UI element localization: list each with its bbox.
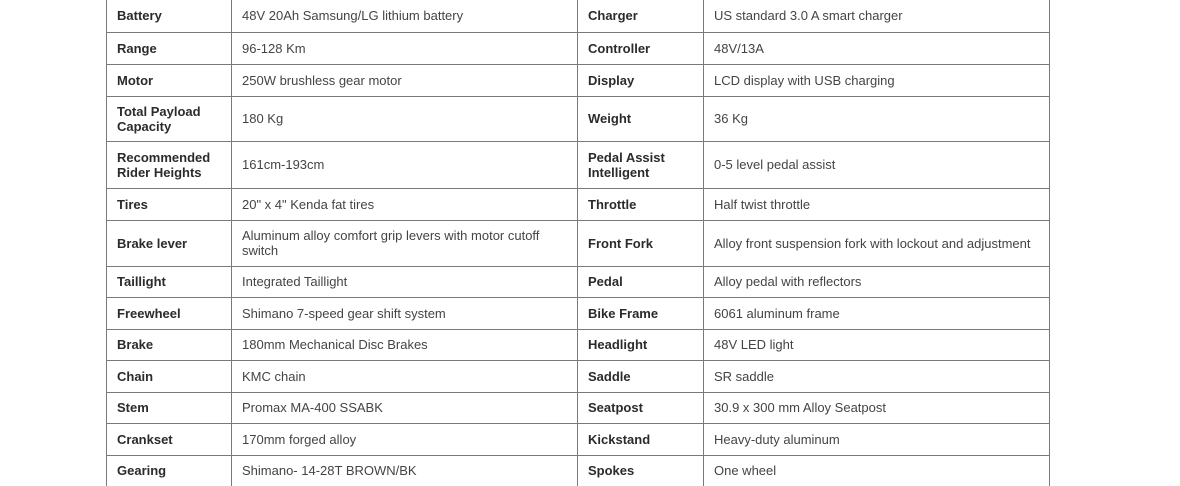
spec-table-body <box>107 0 1050 486</box>
spec-label: Kickstand <box>578 423 704 455</box>
spec-value: SR saddle <box>704 360 1050 392</box>
spec-label: Motor <box>107 64 232 96</box>
spec-value: KMC chain <box>232 360 578 392</box>
spec-label: Weight <box>578 96 704 141</box>
spec-value: Shimano 7-speed gear shift system <box>232 297 578 329</box>
spec-value: Aluminum alloy comfort grip levers with motor cutoff switch <box>232 220 578 266</box>
spec-label: Brake <box>107 329 232 360</box>
spec-value: One wheel <box>704 455 1050 486</box>
spec-value: 180mm Mechanical Disc Brakes <box>232 329 578 360</box>
spec-label: Crankset <box>107 423 232 455</box>
spec-label: Bike Frame <box>578 297 704 329</box>
spec-value: 180 Kg <box>232 96 578 141</box>
spec-label: Chain <box>107 360 232 392</box>
spec-table <box>106 0 1050 486</box>
table-row <box>107 360 1050 392</box>
spec-label: Controller <box>578 32 704 64</box>
spec-value: Shimano- 14-28T BROWN/BK <box>232 455 578 486</box>
spec-value: Alloy pedal with reflectors <box>704 266 1050 297</box>
spec-label: Pedal <box>578 266 704 297</box>
spec-label: Freewheel <box>107 297 232 329</box>
spec-label: Headlight <box>578 329 704 360</box>
spec-label: Charger <box>578 0 704 32</box>
spec-label: Throttle <box>578 188 704 220</box>
spec-value: US standard 3.0 A smart charger <box>704 0 1050 32</box>
table-row <box>107 141 1050 188</box>
spec-label: Seatpost <box>578 392 704 423</box>
spec-label: Taillight <box>107 266 232 297</box>
table-row <box>107 297 1050 329</box>
table-row <box>107 455 1050 486</box>
spec-label: Pedal Assist Intelligent <box>578 141 704 188</box>
spec-value: Alloy front suspension fork with lockout and adjustment <box>704 220 1050 266</box>
table-row <box>107 329 1050 360</box>
table-row <box>107 64 1050 96</box>
spec-value: 30.9 x 300 mm Alloy Seatpost <box>704 392 1050 423</box>
spec-label: Tires <box>107 188 232 220</box>
spec-value: 48V 20Ah Samsung/LG lithium battery <box>232 0 578 32</box>
spec-value: 6061 aluminum frame <box>704 297 1050 329</box>
spec-value: 96-128 Km <box>232 32 578 64</box>
table-row <box>107 423 1050 455</box>
spec-value: 48V/13A <box>704 32 1050 64</box>
spec-value: 161cm-193cm <box>232 141 578 188</box>
spec-label: Spokes <box>578 455 704 486</box>
spec-label: Recommended Rider Heights <box>107 141 232 188</box>
spec-value: 36 Kg <box>704 96 1050 141</box>
table-row <box>107 266 1050 297</box>
spec-value: 48V LED light <box>704 329 1050 360</box>
spec-value: Heavy-duty aluminum <box>704 423 1050 455</box>
spec-value: 20" x 4" Kenda fat tires <box>232 188 578 220</box>
spec-value: 250W brushless gear motor <box>232 64 578 96</box>
spec-label: Saddle <box>578 360 704 392</box>
spec-label: Display <box>578 64 704 96</box>
spec-value: Integrated Taillight <box>232 266 578 297</box>
spec-value: 170mm forged alloy <box>232 423 578 455</box>
spec-label: Front Fork <box>578 220 704 266</box>
spec-label: Stem <box>107 392 232 423</box>
spec-value: 0-5 level pedal assist <box>704 141 1050 188</box>
table-row <box>107 0 1050 32</box>
spec-label: Brake lever <box>107 220 232 266</box>
spec-value: LCD display with USB charging <box>704 64 1050 96</box>
table-row <box>107 96 1050 141</box>
table-row <box>107 392 1050 423</box>
spec-label: Range <box>107 32 232 64</box>
table-row <box>107 220 1050 266</box>
spec-label: Battery <box>107 0 232 32</box>
spec-label: Total Payload Capacity <box>107 96 232 141</box>
table-row <box>107 188 1050 220</box>
spec-value: Half twist throttle <box>704 188 1050 220</box>
spec-value: Promax MA-400 SSABK <box>232 392 578 423</box>
table-row <box>107 32 1050 64</box>
spec-label: Gearing <box>107 455 232 486</box>
